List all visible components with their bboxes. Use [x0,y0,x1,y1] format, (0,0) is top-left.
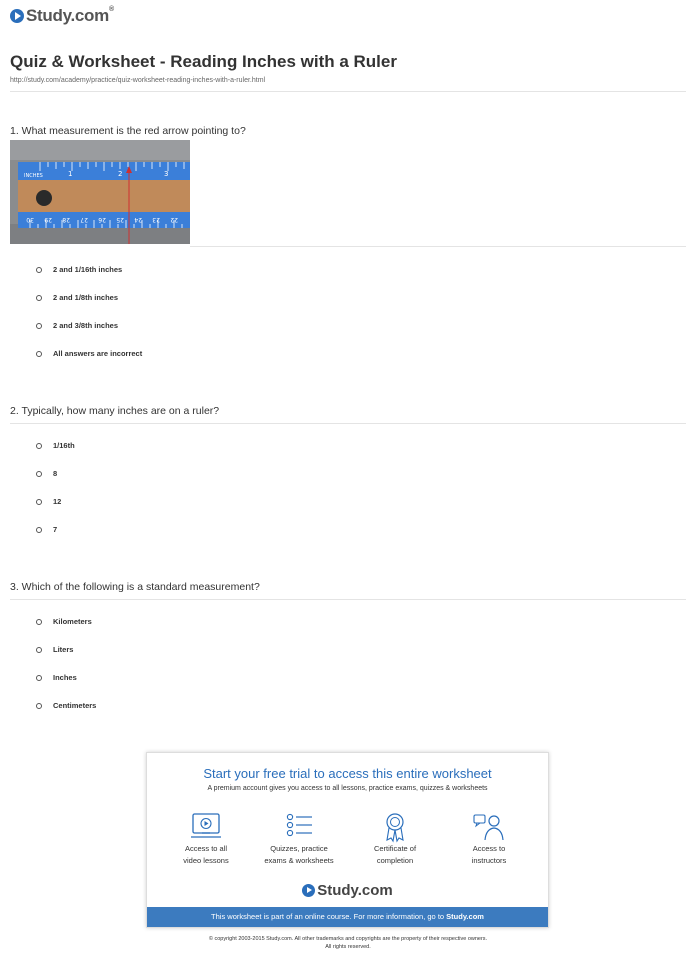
quiz-list-icon [282,811,316,843]
option-label: Liters [53,645,74,654]
question-2-text: 2. Typically, how many inches are on a ruler? [10,405,220,417]
cm-mark: 22 [170,216,178,223]
option-label: All answers are incorrect [53,349,143,358]
answer-option[interactable] [36,497,61,506]
radio-button[interactable] [36,619,42,625]
feature-line: exams & worksheets [264,856,334,865]
page-url[interactable]: http://study.com/academy/practice/quiz-worksheet-reading-inches-with-a-ruler.html [10,77,266,84]
video-lesson-icon [189,811,223,843]
answer-option[interactable] [36,701,96,710]
cm-mark: 26 [98,216,106,223]
option-label: 7 [53,525,58,534]
answer-option[interactable] [36,617,92,626]
divider [190,246,686,247]
feature-video-lessons [161,811,251,867]
copyright-line: © copyright 2003-2015 Study.com. All other trademarks and copyrights are the property of their respective owners. [208,936,488,942]
brand-trademark: ® [108,6,114,13]
radio-button[interactable] [36,443,42,449]
radio-button[interactable] [36,527,42,533]
feature-line: Quizzes, practice [270,844,328,853]
promo-title[interactable]: Start your free trial to access this entire worksheet [203,766,492,781]
option-label: 12 [53,497,62,506]
feature-quizzes [254,811,344,867]
feature-line: Access to [472,844,506,853]
play-logo-icon [10,9,24,23]
cm-mark: 27 [80,216,88,223]
radio-button[interactable] [36,703,42,709]
answer-option[interactable] [36,469,57,478]
answer-option[interactable] [36,525,57,534]
radio-button[interactable] [36,647,42,653]
feature-instructors [444,811,534,867]
feature-line: instructors [471,856,507,865]
answer-option[interactable] [36,265,122,274]
divider [10,599,686,600]
feature-line: video lessons [183,856,229,865]
cm-mark: 30 [26,216,34,223]
question-3-text: 3. Which of the following is a standard measurement? [10,581,260,593]
option-label: 2 and 1/8th inches [53,293,119,302]
cm-mark: 29 [44,216,52,223]
option-label: Kilometers [53,617,92,626]
radio-button[interactable] [36,675,42,681]
option-label: 2 and 3/8th inches [53,321,119,330]
inch-mark: 2 [118,170,123,178]
certificate-icon [378,811,412,843]
radio-button[interactable] [36,295,42,301]
feature-line: Access to all [184,844,228,853]
question-1-text: 1. What measurement is the red arrow pointing to? [10,125,246,137]
radio-button[interactable] [36,323,42,329]
play-logo-icon [302,884,315,897]
answer-option[interactable] [36,645,73,654]
promo-logo[interactable] [147,882,548,899]
page-title: Quiz & Worksheet - Reading Inches with a Ruler [10,52,397,71]
feature-line: Certificate of [373,844,417,853]
answer-option[interactable] [36,293,118,302]
cm-mark: 23 [152,216,160,223]
ruler-label: INCHES [24,173,43,179]
inch-mark: 1 [68,170,73,178]
brand-name: Study.com [26,6,109,25]
answer-option[interactable] [36,321,118,330]
option-label: Inches [53,673,77,682]
answer-option[interactable] [36,441,75,450]
copyright-footer [0,935,696,951]
radio-button[interactable] [36,267,42,273]
promo-bar-text: This worksheet is part of an online course. For more information, go to [211,912,447,921]
option-label: 2 and 1/16th inches [53,265,123,274]
ruler-photo [10,140,190,244]
study-logo[interactable] [10,6,114,26]
option-label: 1/16th [53,441,75,450]
free-trial-promo [146,752,549,928]
inch-mark: 3 [164,170,169,178]
radio-button[interactable] [36,499,42,505]
promo-info-bar [147,907,548,927]
answer-option[interactable] [36,349,142,358]
feature-line: completion [376,856,414,865]
cm-mark: 25 [116,216,124,223]
instructor-icon [472,811,506,843]
rights-line: All rights reserved. [325,944,371,950]
option-label: 8 [53,469,58,478]
divider [10,423,686,424]
promo-bar-link[interactable]: Study.com [446,912,484,921]
feature-certificate [350,811,440,867]
promo-brand-name: Study.com [317,882,393,899]
radio-button[interactable] [36,471,42,477]
cm-mark: 28 [62,216,70,223]
cm-mark: 24 [134,216,142,223]
radio-button[interactable] [36,351,42,357]
answer-option[interactable] [36,673,77,682]
option-label: Centimeters [53,701,97,710]
promo-subtitle: A premium account gives you access to all lessons, practice exams, quizzes & worksheets [207,785,488,792]
divider [10,91,686,92]
